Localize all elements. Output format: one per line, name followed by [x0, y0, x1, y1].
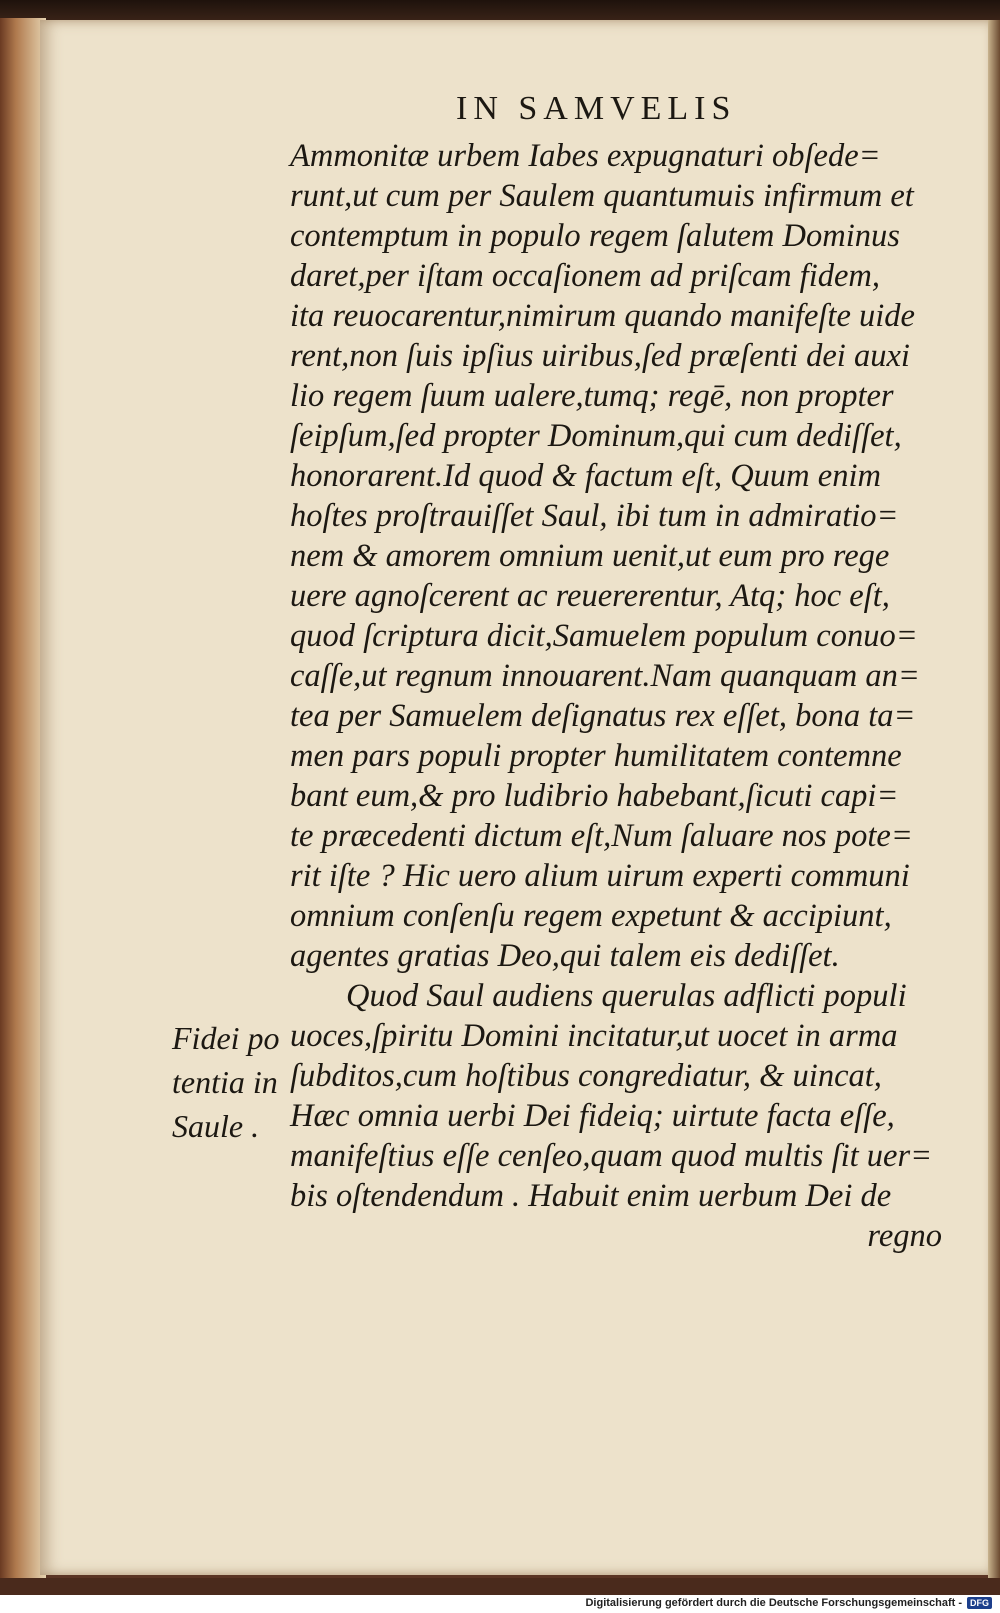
text-line: honorarent.Id quod & factum eſt, Quum enim	[290, 458, 881, 494]
marginal-line: tentia in	[172, 1064, 278, 1100]
text-line: uoces,ſpiritu Domini incitatur,ut uocet in arma	[290, 1018, 898, 1054]
text-line: lio regem ſuum ualere,tumq; regē, non propter	[290, 378, 894, 414]
body-text	[290, 136, 950, 1256]
running-head: IN SAMVELIS	[456, 90, 737, 127]
scan-top-border	[0, 0, 1000, 22]
text-line: nem & amorem omnium uenit,ut eum pro rege	[290, 538, 890, 574]
text-line: te præcedenti dictum eſt,Num ſaluare nos pote=	[290, 818, 913, 854]
text-line: agentes gratias Deo,qui talem eis dediſſet.	[290, 938, 840, 974]
text-line: rit iſte ? Hic uero alium uirum experti communi	[290, 858, 910, 894]
page-right-edge	[988, 20, 1000, 1580]
text-line: Hæc omnia uerbi Dei fideiq; uirtute facta eſſe,	[290, 1098, 895, 1134]
text-line: daret,per iſtam occaſionem ad priſcam fidem,	[290, 258, 881, 294]
text-line: bant eum,& pro ludibrio habebant,ſicuti capi=	[290, 778, 899, 814]
catchword: regno	[867, 1218, 942, 1254]
text-line: tea per Samuelem deſignatus rex eſſet, bona ta=	[290, 698, 916, 734]
text-line: contemptum in populo regem ſalutem Dominus	[290, 218, 900, 254]
scan-bottom-border	[0, 1578, 1000, 1595]
text-line: runt,ut cum per Saulem quantumuis infirmum et	[290, 178, 914, 214]
text-line: hoſtes proſtrauiſſet Saul, ibi tum in admiratio=	[290, 498, 899, 534]
text-line: quod ſcriptura dicit,Samuelem populum conuo=	[290, 618, 918, 654]
marginal-note	[172, 1016, 280, 1148]
dfg-logo: DFG	[967, 1597, 992, 1609]
text-line: men pars populi propter humilitatem contemne	[290, 738, 902, 774]
text-line: uere agnoſcerent ac reuererentur, Atq; hoc eſt,	[290, 578, 890, 614]
marginal-line: Fidei po	[172, 1020, 280, 1056]
text-line: ita reuocarentur,nimirum quando manifeſte uide	[290, 298, 915, 334]
text-line: rent,non ſuis ipſius uiribus,ſed præſenti dei auxi	[290, 338, 910, 374]
text-line: Ammonitæ urbem Iabes expugnaturi obſede=	[290, 138, 881, 174]
text-line: caſſe,ut regnum innouarent.Nam quanquam an=	[290, 658, 920, 694]
footer-credit: Digitalisierung gefördert durch die Deutsche Forschungsgemeinschaft -	[585, 1597, 962, 1609]
text-line: ſubditos,cum hoſtibus congrediatur, & uincat,	[290, 1058, 882, 1094]
marginal-line: Saule .	[172, 1108, 260, 1144]
paragraph-start-line: Quod Saul audiens querulas adflicti populi	[346, 978, 907, 1014]
text-line: manifeſtius eſſe cenſeo,quam quod multis ſit uer=	[290, 1138, 933, 1174]
text-line: bis oſtendendum . Habuit enim uerbum Dei de	[290, 1178, 892, 1214]
text-line: ſeipſum,ſed propter Dominum,qui cum dediſſet,	[290, 418, 902, 454]
text-line: omnium conſenſu regem expetunt & accipiunt,	[290, 898, 892, 934]
